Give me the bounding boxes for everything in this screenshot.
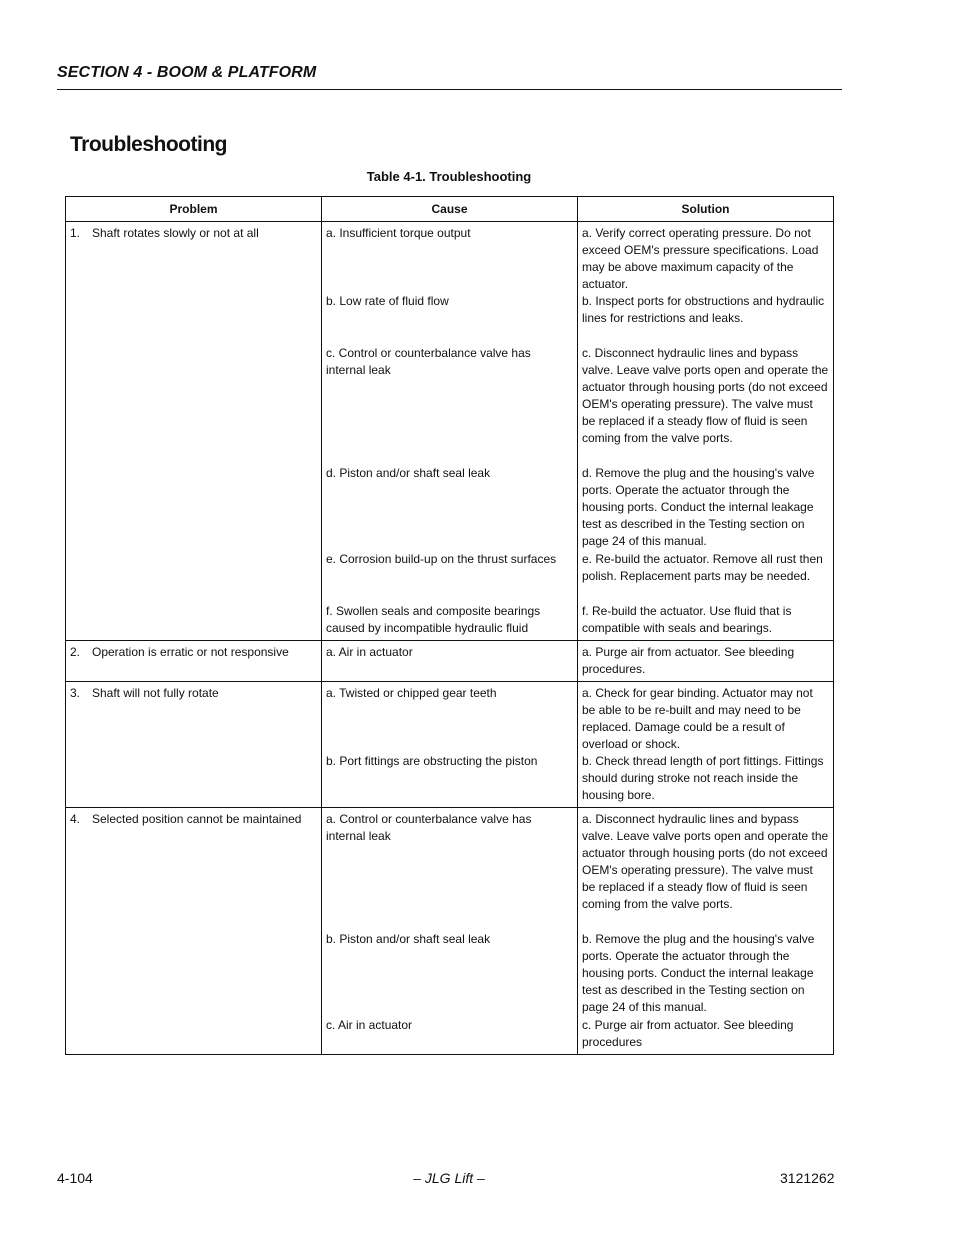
problem-cell [66, 808, 322, 1055]
solution-entry: a. Purge air from actuator. See bleeding procedures. [582, 645, 795, 676]
table-header-row [66, 197, 834, 222]
cause-entry: a. Insufficient torque output [326, 226, 471, 240]
problem-entry [70, 644, 317, 661]
solution-entry: a. Disconnect hydraulic lines and bypass valve. Leave valve ports open and operate the actuator through housing ports (do not exceed OEM's operating pressure). The valve must be replaced if a steady flow of fluid is seen coming from the valve ports. [582, 812, 829, 911]
footer-brand: – JLG Lift – [413, 1170, 485, 1186]
solution-entry: f. Re-build the actuator. Use fluid that is compatible with seals and bearings. [582, 604, 792, 635]
cause-entry: b. Port fittings are obstructing the piston [326, 754, 538, 768]
solution-entry: e. Re-build the actuator. Remove all rust then polish. Replacement parts may be needed. [582, 552, 823, 583]
column-header-cause: Cause [322, 197, 578, 222]
problem-cell [66, 222, 322, 641]
table-row [66, 641, 834, 682]
solution-cell [578, 641, 834, 682]
cause-entry: c. Air in actuator [326, 1018, 413, 1032]
cause-entry: a. Control or counterbalance valve has internal leak [326, 812, 532, 843]
problem-number: 1. [70, 226, 81, 240]
cause-entry: d. Piston and/or shaft seal leak [326, 466, 491, 480]
troubleshooting-table [65, 196, 834, 1055]
cause-entry: b. Low rate of fluid flow [326, 294, 449, 308]
solution-entry: a. Verify correct operating pressure. Do not exceed OEM's pressure specifications. Load may be above maximum capacity of the actuator. [582, 226, 819, 291]
table-row [66, 222, 834, 641]
cause-entry: a. Air in actuator [326, 645, 413, 659]
problem-number: 4. [70, 812, 81, 826]
table-row [66, 682, 834, 808]
problem-cell [66, 641, 322, 682]
document-number: 3121262 [780, 1170, 835, 1186]
cause-cell [322, 222, 578, 641]
header-rule [57, 89, 842, 90]
solution-entry: a. Check for gear binding. Actuator may not be able to be re-built and may need to be replaced. Damage could be a result of overload or shock. [582, 686, 813, 751]
cause-entry: a. Twisted or chipped gear teeth [326, 686, 497, 700]
solution-cell [578, 808, 834, 1055]
solution-entry: b. Remove the plug and the housing's valve ports. Operate the actuator through the housing ports. Conduct the internal leakage test as described in the Testing section on page 24 of this manual. [582, 932, 815, 1014]
page-number: 4-104 [57, 1170, 93, 1186]
cause-entry: f. Swollen seals and composite bearings caused by incompatible hydraulic fluid [326, 604, 541, 635]
problem-entry [70, 685, 317, 702]
solution-entry: c. Purge air from actuator. See bleeding procedures [582, 1018, 794, 1049]
solution-entry: d. Remove the plug and the housing's valve ports. Operate the actuator through the housing ports. Conduct the internal leakage test as described in the Testing section on page 24 of this manual. [582, 466, 815, 548]
problem-entry [70, 225, 317, 242]
cause-entry: b. Piston and/or shaft seal leak [326, 932, 491, 946]
problem-text: Shaft rotates slowly or not at all [92, 226, 259, 240]
page-title: Troubleshooting [70, 133, 227, 156]
problem-text: Shaft will not fully rotate [92, 686, 219, 700]
problem-number: 3. [70, 686, 81, 700]
problem-entry [70, 811, 317, 828]
problem-text: Operation is erratic or not responsive [92, 645, 289, 659]
section-header: SECTION 4 - BOOM & PLATFORM [57, 64, 317, 81]
column-header-solution: Solution [578, 197, 834, 222]
cause-cell [322, 641, 578, 682]
table-caption: Table 4-1. Troubleshooting [366, 169, 532, 184]
cause-cell [322, 808, 578, 1055]
problem-number: 2. [70, 645, 81, 659]
table-row [66, 808, 834, 1055]
column-header-problem: Problem [66, 197, 322, 222]
solution-entry: c. Disconnect hydraulic lines and bypass valve. Leave valve ports open and operate the actuator through housing ports (do not exceed OEM's operating pressure). The valve must be replaced if a steady flow of fluid is seen coming from the valve ports. [582, 346, 829, 445]
cause-cell [322, 682, 578, 808]
table-body [66, 222, 834, 1055]
solution-cell [578, 222, 834, 641]
cause-entry: e. Corrosion build-up on the thrust surfaces [326, 552, 557, 566]
solution-entry: b. Check thread length of port fittings. Fittings should during stroke not reach inside the housing bore. [582, 754, 824, 802]
cause-entry: c. Control or counterbalance valve has internal leak [326, 346, 531, 377]
problem-text: Selected position cannot be maintained [92, 812, 302, 826]
problem-cell [66, 682, 322, 808]
solution-cell [578, 682, 834, 808]
solution-entry: b. Inspect ports for obstructions and hydraulic lines for restrictions and leaks. [582, 294, 825, 325]
